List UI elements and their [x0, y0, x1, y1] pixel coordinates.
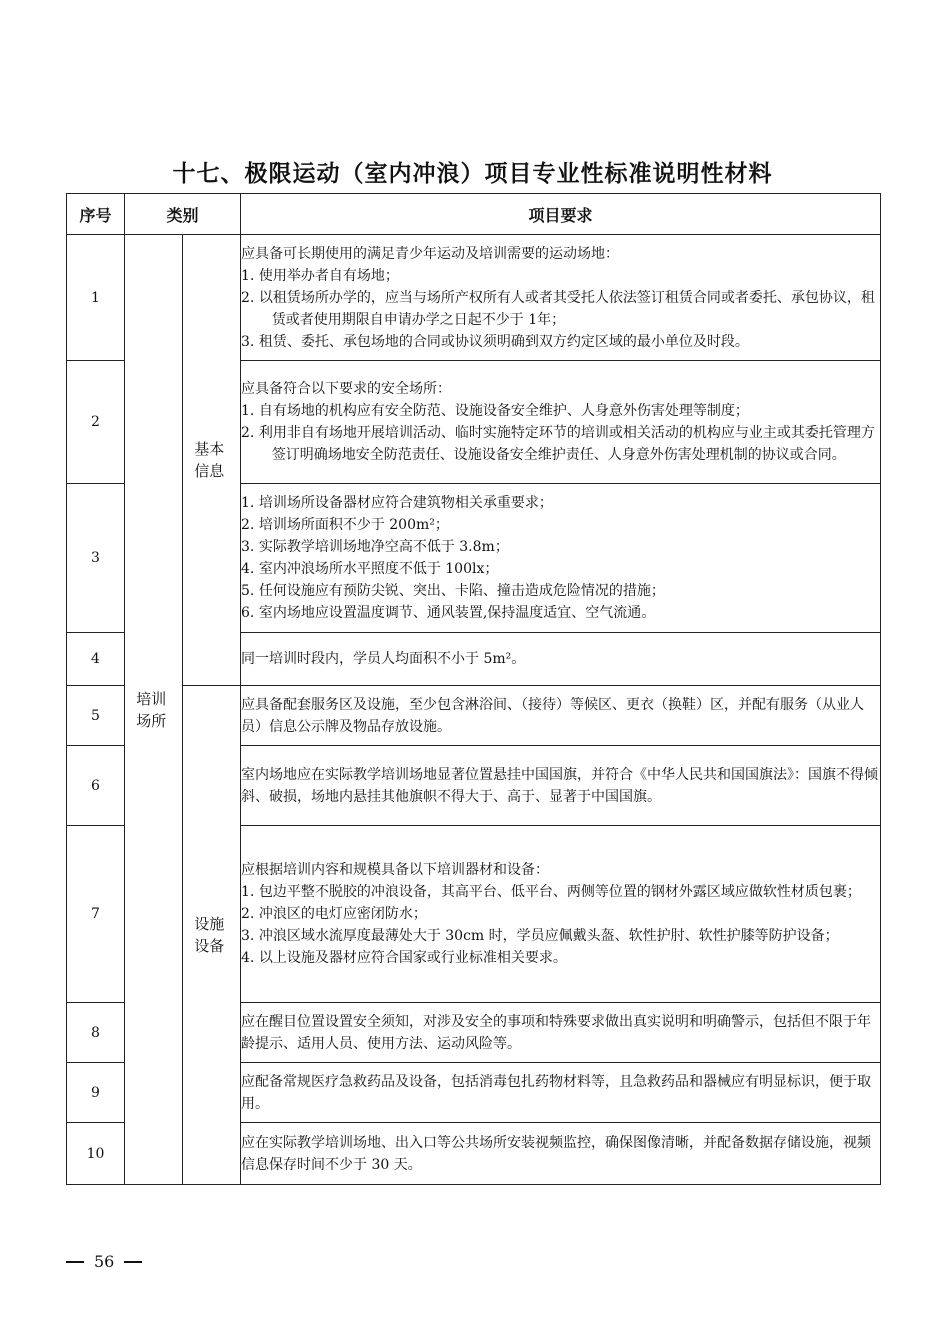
row-number: 9 — [67, 1063, 125, 1123]
page-number — [66, 1252, 142, 1271]
requirement-item: 2. 培训场所面积不少于 200m²； — [241, 517, 449, 533]
requirement-intro: 应具备配套服务区及设施，至少包含淋浴间、（接待）等候区、更衣（换鞋）区，并配有服务（从业人员）信息公示牌及物品存放设施。 — [241, 696, 865, 735]
row-number: 8 — [67, 1003, 125, 1063]
header-seq: 序号 — [67, 194, 125, 235]
requirement-cell — [241, 484, 881, 633]
requirement-intro: 应具备可长期使用的满足青少年运动及培训需要的运动场地： — [241, 245, 620, 262]
page-dash-left — [66, 1261, 84, 1263]
row-number: 4 — [67, 633, 125, 686]
requirement-cell — [241, 633, 881, 686]
requirement-item: 4. 室内冲浪场所水平照度不低于 100lx； — [241, 561, 499, 577]
row-number: 1 — [67, 235, 125, 361]
table-row — [67, 235, 881, 361]
category-facilities — [183, 686, 241, 1185]
requirement-item: 4. 以上设施及器材应符合国家或行业标准相关要求。 — [241, 950, 567, 966]
requirement-cell — [241, 1123, 881, 1185]
requirement-item: 2. 以租赁场所办学的，应当与场所产权所有人或者其受托人依法签订租赁合同或者委托、承包协议，租赁或者使用期限自申请办学之日起不少于 1年； — [241, 289, 875, 328]
page-title: 十七、极限运动（室内冲浪）项目专业性标准说明性材料 — [172, 161, 773, 187]
requirement-intro: 同一培训时段内，学员人均面积不小于 5m²。 — [241, 651, 526, 667]
requirement-item: 3. 实际教学培训场地净空高不低于 3.8m； — [241, 539, 509, 555]
requirement-intro: 应具备符合以下要求的安全场所： — [241, 381, 452, 397]
category-main — [125, 235, 183, 1185]
row-number: 7 — [67, 826, 125, 1003]
requirement-cell — [241, 686, 881, 746]
requirement-item: 5. 任何设施应有预防尖锐、突出、卡陷、撞击造成危险情况的措施； — [241, 583, 665, 599]
requirement-intro: 应在实际教学培训场地、出入口等公共场所安装视频监控，确保图像清晰，并配备数据存储设施，视频信息保存时间不少于 30 天。 — [241, 1134, 872, 1173]
page-number-value: 56 — [94, 1252, 115, 1271]
requirement-item: 1. 包边平整不脱胶的冲浪设备，其高平台、低平台、两侧等位置的钢材外露区域应做软性材质包裹； — [241, 884, 861, 900]
requirement-intro: 应根据培训内容和规模具备以下培训器材和设备： — [241, 862, 550, 878]
header-category: 类别 — [125, 194, 241, 235]
category-basic — [183, 235, 241, 686]
requirement-item: 3. 租赁、委托、承包场地的合同或协议须明确到双方约定区域的最小单位及时段。 — [241, 333, 749, 350]
requirement-item: 1. 培训场所设备器材应符合建筑物相关承重要求； — [241, 495, 553, 511]
requirement-cell — [241, 1003, 881, 1063]
page-dash-right — [124, 1261, 142, 1263]
requirement-item: 1. 使用举办者自有场地； — [241, 267, 399, 284]
requirement-cell — [241, 746, 881, 826]
requirement-item: 2. 利用非自有场地开展培训活动、临时实施特定环节的培训或相关活动的机构应与业主或其委托管理方签订明确场地安全防范责任、设施设备安全维护责任、人身意外伤害处理机制的协议或合同。 — [241, 425, 875, 463]
category-basic-label: 基本信息 — [194, 440, 225, 480]
row-number: 2 — [67, 361, 125, 484]
category-facilities-label: 设施设备 — [194, 915, 225, 955]
category-main-label: 培训场所 — [136, 689, 167, 730]
requirement-cell — [241, 826, 881, 1003]
requirement-item: 6. 室内场地应设置温度调节、通风装置,保持温度适宜、空气流通。 — [241, 605, 656, 621]
row-number: 6 — [67, 746, 125, 826]
requirement-item: 1. 自有场地的机构应有安全防范、设施设备安全维护、人身意外伤害处理等制度； — [241, 403, 749, 419]
row-number: 5 — [67, 686, 125, 746]
table-header-row — [67, 194, 881, 235]
requirement-intro: 室内场地应在实际教学培训场地显著位置悬挂中国国旗，并符合《中华人民共和国国旗法》：国旗不得倾斜、破损，场地内悬挂其他旗帜不得大于、高于、显著于中国国旗。 — [241, 766, 879, 805]
requirements-table — [66, 193, 881, 1185]
header-requirements: 项目要求 — [241, 194, 881, 235]
requirement-intro: 应在醒目位置设置安全须知，对涉及安全的事项和特殊要求做出真实说明和明确警示，包括但不限于年龄提示、适用人员、使用方法、运动风险等。 — [241, 1013, 872, 1052]
requirement-intro: 应配备常规医疗急救药品及设备，包括消毒包扎药物材料等，且急救药品和器械应有明显标识，便于取用。 — [241, 1073, 872, 1112]
requirement-cell — [241, 361, 881, 484]
requirement-cell — [241, 1063, 881, 1123]
requirement-item: 3. 冲浪区域水流厚度最薄处大于 30cm 时，学员应佩戴头盔、软性护肘、软性护膝等防护设备； — [241, 928, 839, 944]
row-number: 10 — [67, 1123, 125, 1185]
table-row — [67, 686, 881, 746]
requirement-item: 2. 冲浪区的电灯应密闭防水； — [241, 906, 427, 922]
row-number: 3 — [67, 484, 125, 633]
requirement-cell — [241, 235, 881, 361]
